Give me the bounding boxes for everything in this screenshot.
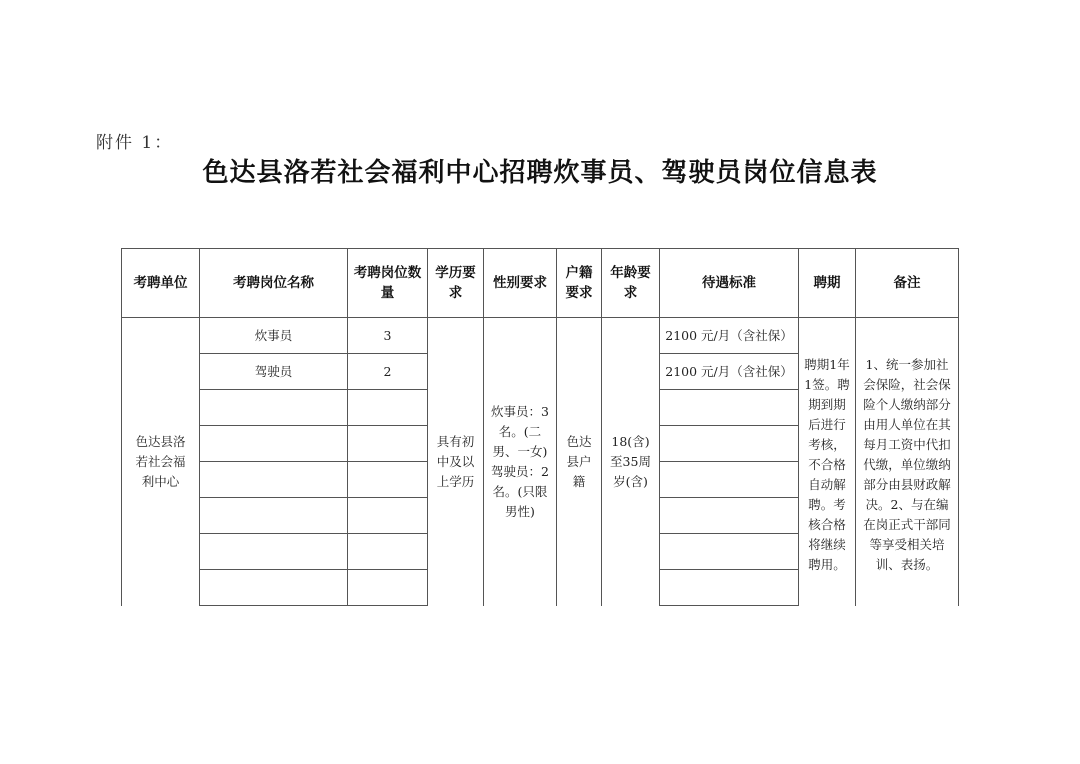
empty-cell xyxy=(348,426,428,462)
gender-cell xyxy=(484,318,557,606)
position-count-cell: 3 xyxy=(348,318,428,354)
empty-cell xyxy=(348,462,428,498)
header-cell: 备注 xyxy=(856,249,959,318)
household-cell xyxy=(557,318,602,606)
position-count-cell: 2 xyxy=(348,354,428,390)
remarks-cell xyxy=(856,318,959,606)
empty-cell xyxy=(660,534,799,570)
header-cell xyxy=(348,249,428,318)
header-text: 性别要求 xyxy=(493,275,547,291)
header-cell: 聘期 xyxy=(799,249,856,318)
document-title: 色达县洛若社会福利中心招聘炊事员、驾驶员岗位信息表 xyxy=(202,158,878,188)
unit-text: 色达县洛若社会福利中心 xyxy=(135,433,186,489)
empty-cell xyxy=(660,498,799,534)
header-text: 考聘岗位数量 xyxy=(353,265,422,301)
empty-cell xyxy=(660,462,799,498)
empty-cell xyxy=(348,498,428,534)
position-name-cell: 驾驶员 xyxy=(200,354,348,390)
empty-cell xyxy=(660,390,799,426)
salary-cell: 2100 元/月（含社保） xyxy=(660,318,799,354)
header-cell: 考聘岗位名称 xyxy=(200,249,348,318)
empty-cell xyxy=(348,534,428,570)
term-cell xyxy=(799,318,856,606)
header-cell: 待遇标准 xyxy=(660,249,799,318)
attachment-label: 附件 1： xyxy=(96,133,174,153)
header-cell xyxy=(484,249,557,318)
empty-cell xyxy=(200,426,348,462)
header-text: 年龄要求 xyxy=(610,265,651,301)
position-info-table xyxy=(121,248,959,606)
gender-text: 炊事员：3 名。(二男、一女)驾驶员：2 名。(只限男性) xyxy=(491,403,549,519)
header-cell xyxy=(428,249,484,318)
empty-cell xyxy=(200,498,348,534)
header-cell xyxy=(602,249,660,318)
empty-cell xyxy=(660,570,799,606)
household-text: 色达县户籍 xyxy=(566,433,592,489)
salary-cell: 2100 元/月（含社保） xyxy=(660,354,799,390)
table-row xyxy=(122,318,959,354)
remarks-text: 1、统一参加社会保险，社会保险个人缴纳部分由用人单位在其每月工资中代扣代缴，单位缴纳部分由县财政解决。2、与在编在岗正式干部同等享受相关培训、表扬。 xyxy=(863,356,951,572)
header-cell: 考聘单位 xyxy=(122,249,200,318)
empty-cell xyxy=(348,570,428,606)
empty-cell xyxy=(200,462,348,498)
empty-cell xyxy=(348,390,428,426)
age-text: 18(含)至35周岁(含) xyxy=(610,433,651,489)
empty-cell xyxy=(200,390,348,426)
empty-cell xyxy=(200,570,348,606)
header-text: 户籍要求 xyxy=(565,265,593,301)
header-cell xyxy=(557,249,602,318)
empty-cell xyxy=(660,426,799,462)
header-row xyxy=(122,249,959,318)
header-text: 学历要求 xyxy=(435,265,476,301)
unit-cell xyxy=(122,318,200,606)
education-cell xyxy=(428,318,484,606)
age-cell xyxy=(602,318,660,606)
term-text: 聘期1年1签。聘期到期后进行考核，不合格自动解聘。考核合格将继续聘用。 xyxy=(804,356,850,572)
empty-cell xyxy=(200,534,348,570)
position-name-cell: 炊事员 xyxy=(200,318,348,354)
education-text: 具有初中及以上学历 xyxy=(436,433,475,489)
